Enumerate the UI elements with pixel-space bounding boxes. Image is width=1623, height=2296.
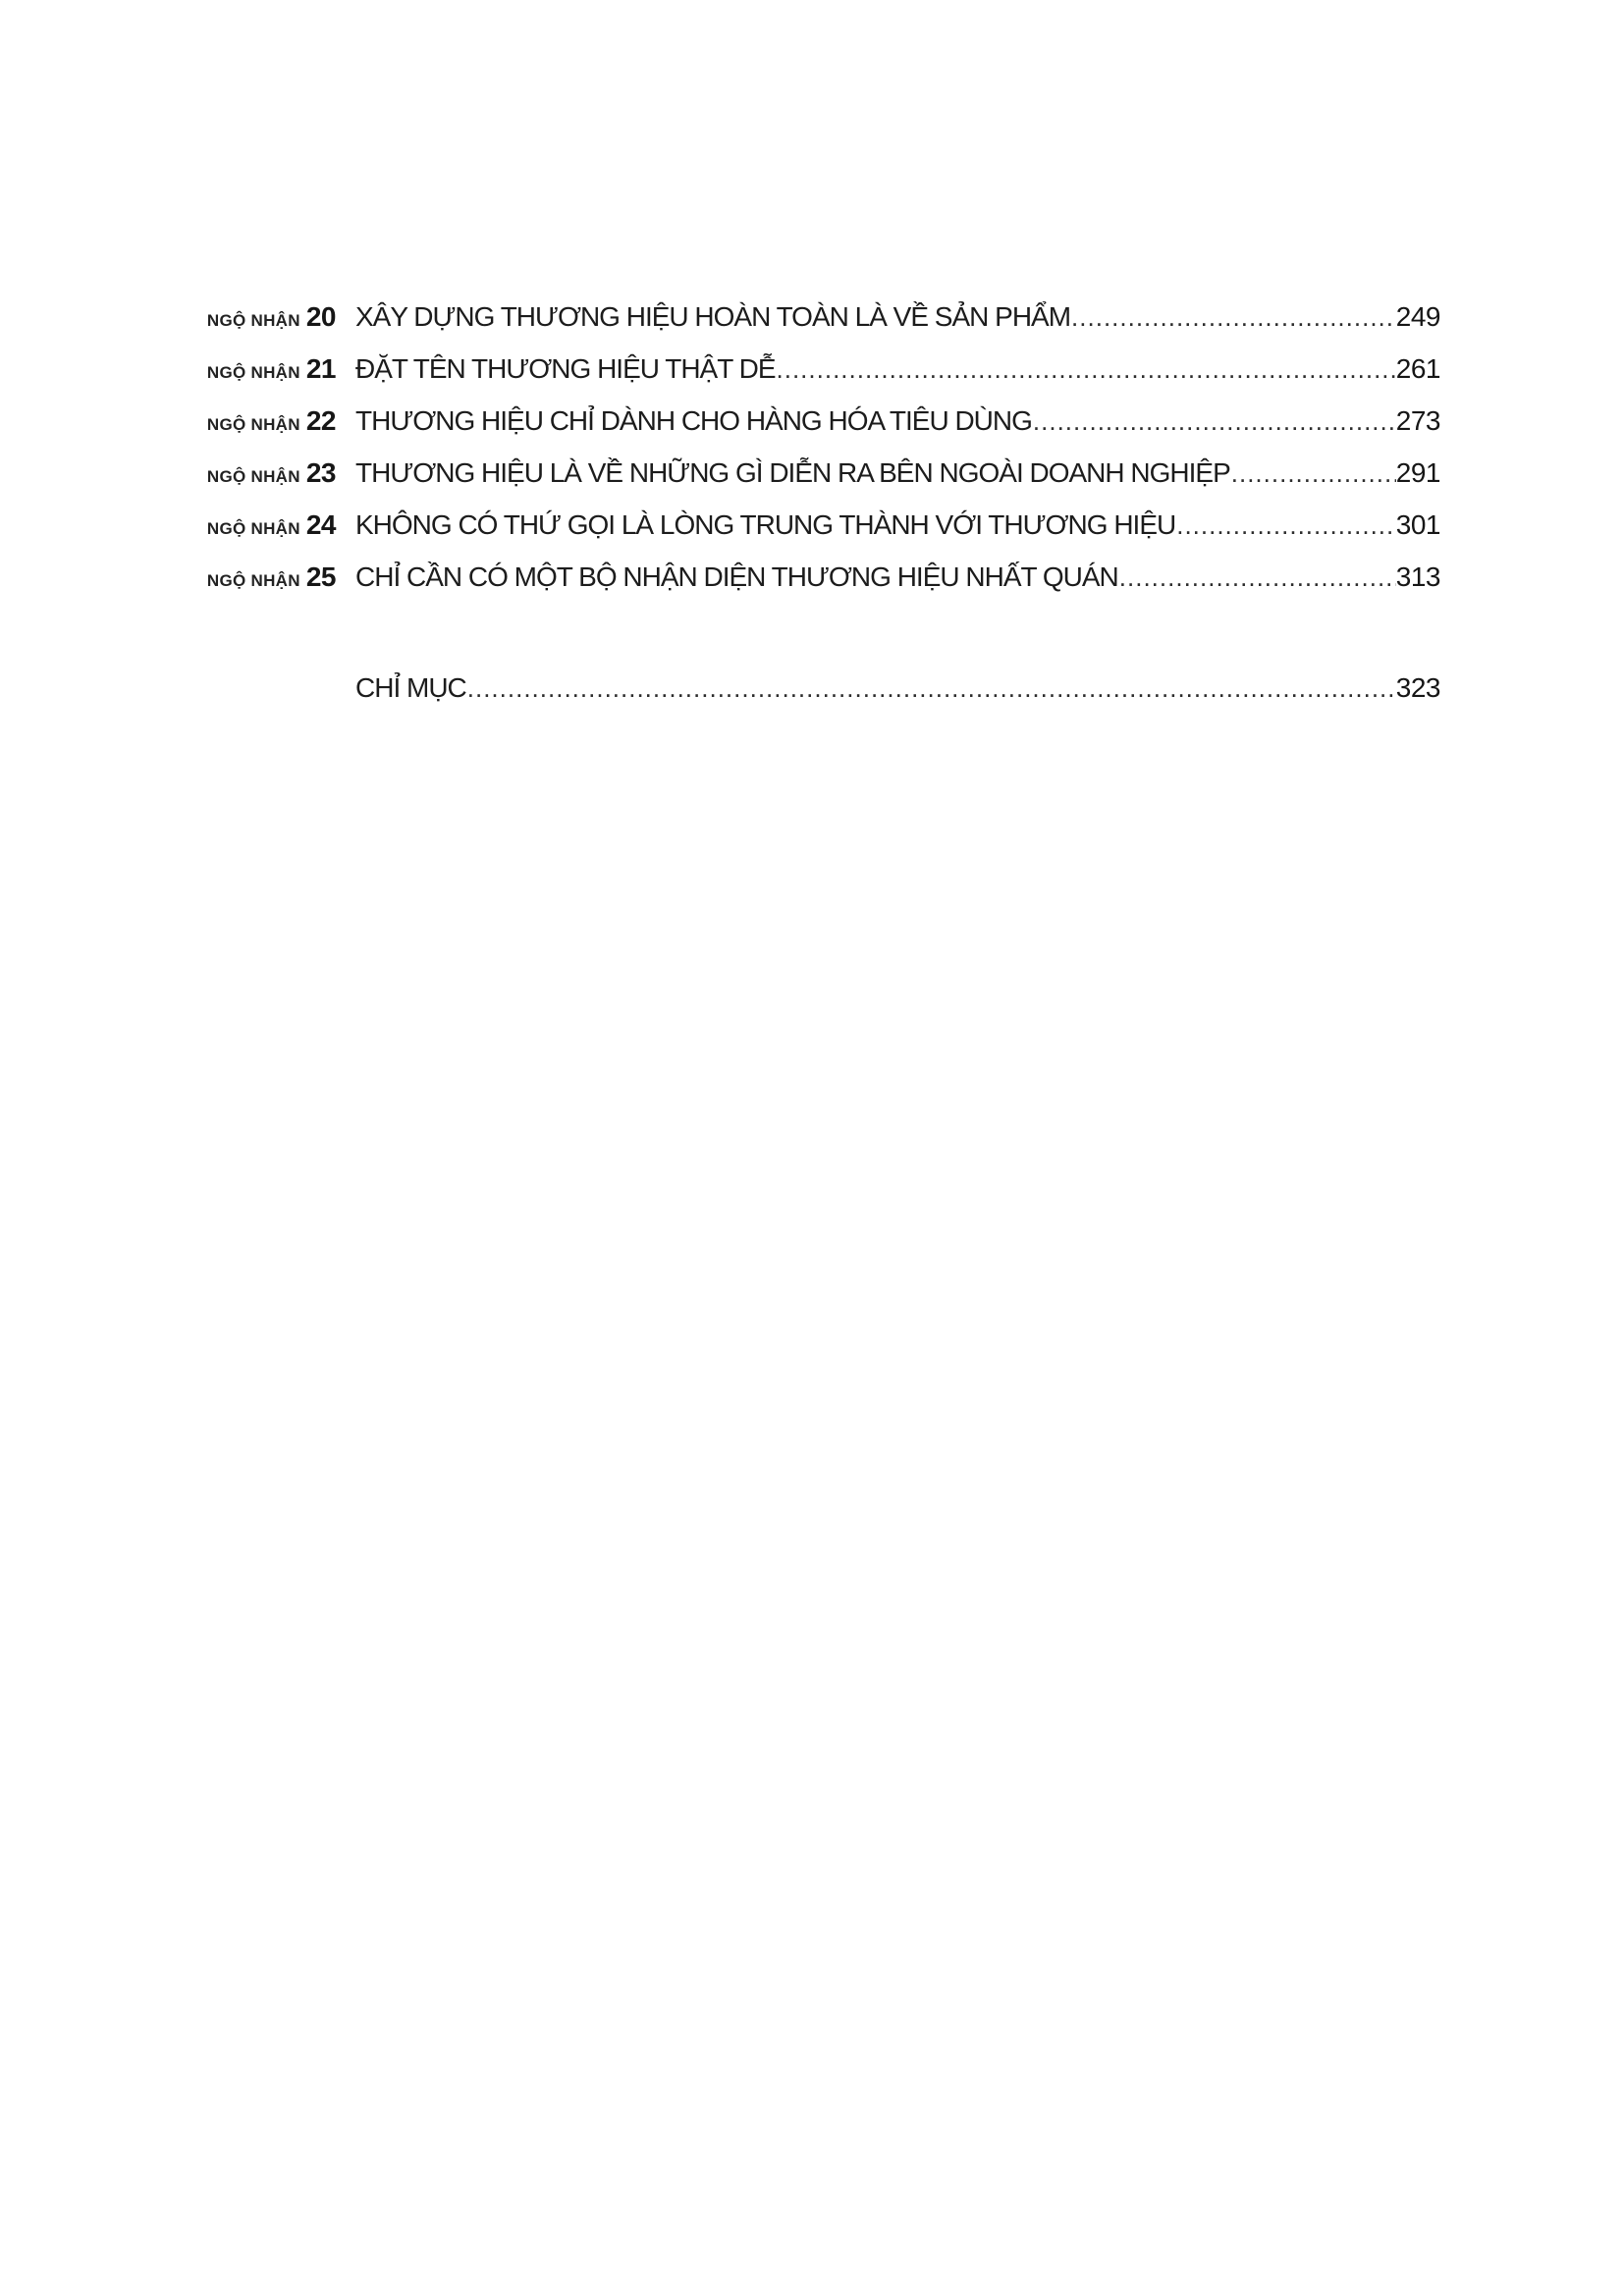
chapter-label xyxy=(157,551,336,608)
page-number: 301 xyxy=(1395,509,1440,540)
page-number: 273 xyxy=(1395,405,1440,436)
dot-leader xyxy=(776,344,1396,400)
dot-leader xyxy=(1175,500,1396,556)
chapter-label-text: NGỘ NHẬN xyxy=(206,467,300,486)
chapter-label xyxy=(157,395,336,452)
index-title: CHỈ MỤC xyxy=(355,672,466,703)
page-number: 291 xyxy=(1395,457,1440,488)
dot-leader xyxy=(1032,396,1396,452)
toc-entry-21 xyxy=(157,343,1440,395)
page-number: 313 xyxy=(1395,561,1440,592)
chapter-title: ĐẶT TÊN THƯƠNG HIỆU THẬT DỄ xyxy=(355,353,776,384)
page-number: 323 xyxy=(1395,672,1440,703)
chapter-label-text: NGỘ NHẬN xyxy=(206,363,300,382)
toc-entry-20 xyxy=(157,291,1440,343)
toc-entry-index xyxy=(157,662,1440,714)
chapter-label-text: NGỘ NHẬN xyxy=(206,571,300,590)
dot-leader xyxy=(466,663,1396,719)
chapter-number: 22 xyxy=(305,405,336,436)
dot-leader xyxy=(1070,292,1396,347)
chapter-label xyxy=(157,291,336,347)
toc-entry-23 xyxy=(157,447,1440,499)
chapter-number: 25 xyxy=(305,561,336,592)
dot-leader xyxy=(1230,448,1396,504)
chapter-label-text: NGỘ NHẬN xyxy=(206,519,300,538)
chapter-label xyxy=(157,447,336,504)
chapter-label xyxy=(157,499,336,556)
chapter-title: THƯƠNG HIỆU LÀ VỀ NHỮNG GÌ DIỄN RA BÊN NGOÀI DOANH NGHIỆP xyxy=(355,457,1230,488)
toc-entry-24 xyxy=(157,499,1440,551)
dot-leader xyxy=(1118,552,1396,608)
chapter-title: KHÔNG CÓ THỨ GỌI LÀ LÒNG TRUNG THÀNH VỚI THƯƠNG HIỆU xyxy=(355,509,1176,540)
chapter-number: 24 xyxy=(305,509,336,540)
table-of-contents xyxy=(157,291,1440,714)
page-number: 261 xyxy=(1395,353,1440,384)
chapter-number: 20 xyxy=(305,301,336,332)
chapter-label xyxy=(157,343,336,400)
chapter-label-text: NGỘ NHẬN xyxy=(206,311,300,330)
chapter-number: 23 xyxy=(305,457,336,488)
toc-entry-25 xyxy=(157,551,1440,603)
chapter-label-text: NGỘ NHẬN xyxy=(206,415,300,434)
page-number: 249 xyxy=(1395,301,1440,332)
chapter-title: XÂY DỰNG THƯƠNG HIỆU HOÀN TOÀN LÀ VỀ SẢN PHẨM xyxy=(355,301,1071,332)
chapter-title: CHỈ CẦN CÓ MỘT BỘ NHẬN DIỆN THƯƠNG HIỆU NHẤT QUÁN xyxy=(355,561,1118,592)
chapter-number: 21 xyxy=(305,353,336,384)
toc-entry-22 xyxy=(157,395,1440,447)
chapter-title: THƯƠNG HIỆU CHỈ DÀNH CHO HÀNG HÓA TIÊU DÙNG xyxy=(355,405,1032,436)
